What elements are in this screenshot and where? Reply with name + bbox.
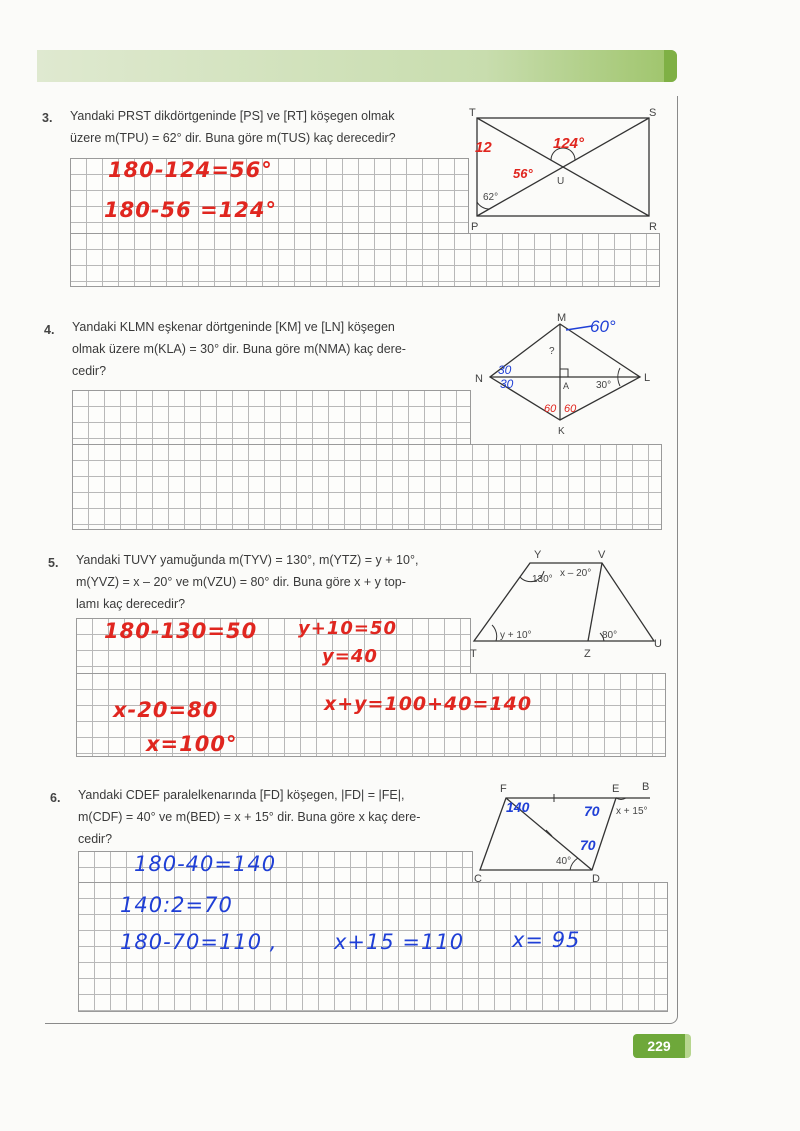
label-v: V (598, 549, 606, 561)
question-6-line-2: m(CDF) = 40° ve m(BED) = x + 15° dir. Buna göre x kaç dere- (78, 810, 421, 824)
label-p: P (471, 221, 479, 233)
label-30-degrees: 30° (596, 380, 612, 391)
label-x-minus-20: x – 20° (560, 568, 592, 579)
label-t: T (470, 648, 477, 660)
question-3-answer-grid-lower (70, 233, 660, 287)
label-s: S (649, 107, 657, 119)
q5-work-line-3: y=40 (322, 646, 378, 667)
q6-work-line-3: 180-70=110 , (120, 930, 278, 954)
label-y: Y (534, 549, 542, 561)
label-t: T (469, 107, 476, 119)
label-k: K (558, 426, 565, 437)
question-4-answer-grid-upper (72, 390, 471, 447)
q6-work-line-2: 140:2=70 (120, 893, 233, 917)
label-62-degrees: 62° (483, 192, 499, 203)
question-4-line-2: olmak üzere m(KLA) = 30° dir. Buna göre m(NMA) kaç dere- (72, 342, 406, 356)
question-3-number: 3. (42, 111, 53, 125)
label-m: M (557, 312, 567, 324)
q3-work-line-1: 180-124=56° (108, 158, 273, 182)
q6-work-line-5: x= 95 (512, 928, 581, 952)
question-3-line-1: Yandaki PRST dikdörtgeninde [PS] ve [RT] köşegen olmak (70, 109, 395, 123)
question-5-figure (468, 545, 668, 660)
header-band-tab (664, 50, 677, 82)
mark-70-top: 70 (584, 803, 600, 819)
label-y-plus-10: y + 10° (500, 630, 532, 641)
label-40-degrees: 40° (556, 856, 572, 867)
label-a: A (563, 381, 570, 391)
pointer-arrow (566, 326, 592, 330)
question-4-answer-grid-lower (72, 444, 662, 530)
angle-arc-cdf (570, 858, 578, 870)
header-band (37, 50, 677, 82)
label-z: Z (584, 648, 591, 660)
question-4-line-3: cedir? (72, 364, 107, 378)
label-f: F (500, 783, 507, 795)
angle-arc-ytz (492, 625, 497, 641)
q6-work-line-1: 180-40=140 (134, 852, 277, 876)
mark-124: 124° (553, 135, 585, 152)
question-6-figure (470, 778, 670, 888)
question-5-text (76, 549, 418, 615)
question-5-line-1: Yandaki TUVY yamuğunda m(TYV) = 130°, m(YTZ) = y + 10°, (76, 553, 419, 567)
q5-work-line-4: x-20=80 (113, 698, 219, 722)
mark-60-degrees: 60° (590, 317, 616, 336)
question-5-line-3: lamı kaç derecedir? (76, 597, 186, 611)
question-6-number: 6. (50, 791, 61, 805)
q5-work-line-6: x+y=100+40=140 (324, 693, 533, 715)
question-5-number: 5. (48, 556, 59, 570)
label-e: E (612, 783, 620, 795)
label-u: U (557, 176, 565, 187)
mark-30-lower: 30 (500, 377, 514, 391)
page-number-tab (685, 1034, 691, 1058)
angle-arc-tpu (477, 202, 489, 209)
label-c: C (474, 873, 482, 885)
q5-work-line-1: 180-130=50 (104, 619, 258, 643)
label-d: D (592, 873, 600, 885)
label-b: B (642, 781, 650, 793)
q6-work-line-4: x+15 =110 (334, 930, 465, 954)
question-5-line-2: m(YVZ) = x – 20° ve m(VZU) = 80° dir. Buna göre x + y top- (76, 575, 406, 589)
mark-60-right: 60 (564, 403, 577, 415)
mark-56: 56° (513, 166, 533, 181)
question-6-line-1: Yandaki CDEF paralelkenarında [FD] köşegen, |FD| = |FE|, (78, 788, 405, 802)
label-80-degrees: 80° (602, 630, 618, 641)
label-n: N (475, 373, 483, 385)
label-u: U (654, 638, 662, 650)
q5-work-line-5: x=100° (146, 732, 238, 756)
question-4-figure (470, 312, 660, 442)
mark-140: 140 (506, 799, 530, 815)
label-130-degrees: 130° (532, 574, 553, 585)
mark-12: 12 (475, 139, 492, 156)
mark-30-upper: 30 (498, 363, 512, 377)
question-4-line-1: Yandaki KLMN eşkenar dörtgeninde [KM] ve [LN] köşegen (72, 320, 395, 334)
label-question-mark: ? (549, 346, 555, 357)
mark-70-bottom: 70 (580, 837, 596, 853)
right-angle-mark (560, 369, 568, 377)
label-x-plus-15: x + 15° (616, 806, 648, 817)
mark-60-left: 60 (544, 403, 557, 415)
question-6-line-3: cedir? (78, 832, 113, 846)
question-3-text (70, 105, 396, 149)
question-6-text (78, 784, 420, 850)
question-4-text (72, 316, 406, 382)
label-r: R (649, 221, 657, 233)
question-4-number: 4. (44, 323, 55, 337)
question-3-figure (465, 104, 665, 234)
q5-work-line-2: y+10=50 (298, 618, 397, 639)
q3-work-line-2: 180-56 =124° (104, 198, 278, 222)
page-number: 229 (633, 1034, 685, 1058)
question-3-line-2: üzere m(TPU) = 62° dir. Buna göre m(TUS) kaç derecedir? (70, 131, 396, 145)
label-l: L (644, 372, 651, 384)
